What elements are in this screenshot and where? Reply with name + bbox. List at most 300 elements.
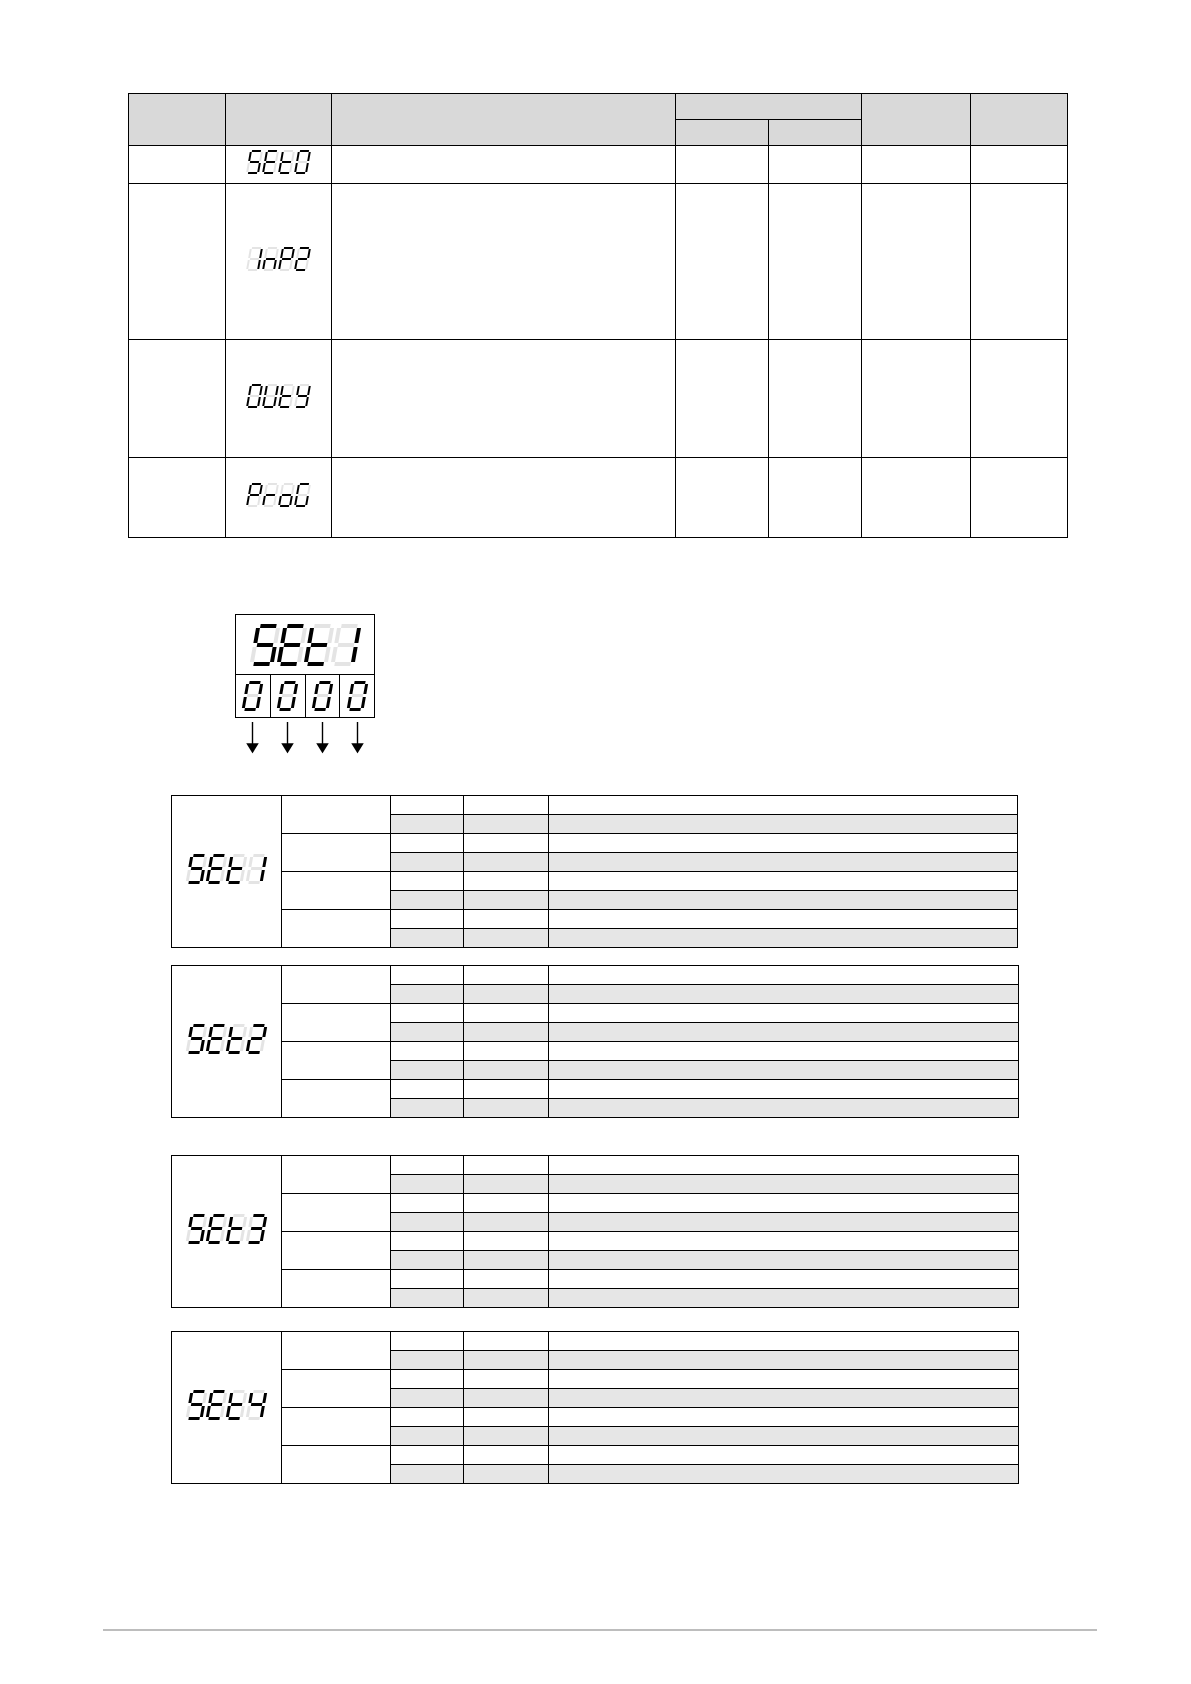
table-row (129, 458, 1068, 538)
segment-digit (249, 624, 280, 666)
segment-bar (298, 494, 307, 496)
segment-bar (257, 260, 261, 269)
segment-display-code (188, 1024, 265, 1054)
segment-bar (354, 628, 361, 643)
segment-bar (211, 867, 223, 870)
segment-bar (233, 1214, 245, 1217)
segment-bar (282, 494, 291, 496)
segment-bar (248, 406, 257, 408)
segment-bar (312, 697, 317, 708)
value-cell (391, 834, 464, 853)
value-cell (391, 1389, 464, 1408)
table-row (172, 872, 1018, 891)
segment-bar (228, 1241, 240, 1244)
segment-bar (319, 681, 331, 684)
value-cell (464, 796, 549, 815)
segment-bar (233, 854, 245, 857)
segment-bar (226, 1040, 231, 1051)
segment-bar (220, 1230, 225, 1241)
arrow-down-icon (283, 744, 293, 752)
segment-bar (273, 628, 280, 643)
value-cell (464, 1080, 549, 1099)
value-cell (391, 985, 464, 1004)
segment-bar (251, 1037, 263, 1040)
segment-bar (246, 1406, 251, 1417)
segment-bar (206, 870, 211, 881)
segment-bar (257, 397, 261, 406)
segment-bar (291, 697, 296, 708)
segment-bar (349, 684, 354, 694)
segment-bar (286, 624, 303, 628)
segment-bar (233, 1024, 245, 1027)
set-table (171, 965, 1019, 1118)
segment-bar (298, 161, 307, 163)
segment-bar (248, 881, 260, 884)
table-row (172, 834, 1018, 853)
value-cell (464, 1061, 549, 1080)
segment-bar (213, 1024, 225, 1027)
segment-bar (294, 163, 298, 172)
segment-bar (305, 496, 309, 505)
value-cell (391, 1446, 464, 1465)
digit-cell (236, 675, 271, 717)
segment-bar (188, 1417, 200, 1420)
value-cell (464, 1232, 549, 1251)
segment-bar (248, 1417, 260, 1420)
segment-bar (246, 1040, 251, 1051)
segment-bar (200, 1040, 205, 1051)
segment-digit (246, 483, 263, 507)
segment-digit (276, 624, 307, 666)
value-cell (549, 1389, 1019, 1408)
value-cell (549, 1289, 1019, 1308)
value-cell (464, 1389, 549, 1408)
segment-bar (220, 1406, 225, 1417)
group-cell (282, 1270, 391, 1308)
segment-bar (296, 505, 305, 507)
segment-bar (211, 1403, 223, 1406)
segment-bar (296, 152, 300, 161)
segment-digit (278, 247, 295, 271)
segment-digit (185, 1024, 207, 1054)
value-cell (549, 872, 1018, 891)
segment-bar (305, 397, 309, 406)
value-cell (549, 1023, 1019, 1042)
group-cell (282, 1332, 391, 1370)
group-cell (282, 1042, 391, 1080)
segment-digit (349, 681, 366, 711)
segment-bar (266, 494, 275, 496)
segment-bar (220, 870, 225, 881)
value-cell (391, 1232, 464, 1251)
segment-bar (250, 161, 259, 163)
segment-display-code (188, 1390, 265, 1420)
segment-bar (208, 1393, 213, 1403)
value-cell (464, 872, 549, 891)
segment-bar (363, 684, 368, 694)
segment-bar (260, 1230, 265, 1241)
segment-digit (225, 1390, 247, 1420)
segment-bar (208, 1241, 220, 1244)
value-cell (549, 1370, 1019, 1389)
segment-digit (294, 247, 311, 271)
segment-bar (324, 647, 331, 662)
value-cell (391, 1061, 464, 1080)
segment-bar (280, 386, 284, 395)
segment-bar (280, 485, 284, 494)
value-cell (549, 1351, 1019, 1370)
group-cell (282, 796, 391, 834)
segment-bar (294, 496, 298, 505)
segment-bar (231, 1403, 243, 1406)
segment-bar (222, 1217, 227, 1227)
segment-bar (253, 854, 265, 857)
segment-bar (251, 1227, 263, 1230)
segment-bar (347, 697, 352, 708)
segment-bar (361, 697, 366, 708)
segment-bar (340, 624, 357, 628)
segment-bar (307, 485, 311, 494)
value-cell (391, 853, 464, 872)
value-cell (549, 1270, 1019, 1289)
segment-digit (294, 483, 311, 507)
value-cell (464, 1370, 549, 1389)
segment-bar (191, 1403, 203, 1406)
segment-bar (280, 662, 297, 666)
segment-bar (193, 1024, 205, 1027)
segment-bar (226, 870, 231, 881)
segment-bar (220, 1040, 225, 1051)
value-cell (549, 1427, 1019, 1446)
header-cell (676, 94, 862, 120)
segment-bar (228, 1217, 233, 1227)
segment-bar (191, 1037, 203, 1040)
segment-bar (226, 1406, 231, 1417)
segment-digit (205, 1214, 227, 1244)
segment-digit (278, 483, 295, 507)
table-row (172, 1370, 1019, 1389)
value-cell (391, 1080, 464, 1099)
segment-bar (228, 1051, 240, 1054)
segment-bar (289, 496, 293, 505)
footer-divider (103, 1629, 1097, 1631)
segment-bar (247, 694, 259, 697)
segment-digit (244, 681, 261, 711)
segment-bar (250, 647, 257, 662)
table-row (172, 1408, 1019, 1427)
table-row (172, 796, 1018, 815)
segment-bar (273, 496, 277, 505)
segment-bar (248, 249, 252, 258)
set-code-cell (172, 1332, 282, 1484)
value-cell (391, 929, 464, 948)
value-cell (391, 1099, 464, 1118)
set-table (171, 1155, 1019, 1308)
value-cell (464, 1427, 549, 1446)
set-table (171, 1331, 1019, 1484)
value-cell (464, 1156, 549, 1175)
segment-bar (307, 628, 314, 643)
segment-bar (228, 881, 240, 884)
segment-bar (310, 643, 327, 647)
segment-bar (259, 624, 276, 628)
segment-bar (245, 684, 250, 694)
value-cell (391, 872, 464, 891)
value-cell (391, 1156, 464, 1175)
segment-bar (248, 152, 252, 161)
segment-bar (334, 628, 341, 643)
segment-bar (291, 386, 295, 395)
segment-bar (206, 1040, 211, 1051)
value-cell (549, 853, 1018, 872)
segment-bar (280, 505, 289, 507)
table-row (172, 1004, 1019, 1023)
segment-bar (226, 1230, 231, 1241)
segment-bar (273, 397, 277, 406)
segment-bar (262, 397, 266, 406)
segment-bar (314, 684, 319, 694)
segment-bar (277, 697, 282, 708)
segment-bar (264, 485, 268, 494)
value-cell (549, 796, 1018, 815)
segment-bar (354, 681, 366, 684)
segment-bar (270, 647, 277, 662)
segment-bar (186, 1230, 191, 1241)
segment-bar (200, 1230, 205, 1241)
segment-bar (250, 494, 259, 496)
segment-bar (246, 870, 251, 881)
segment-bar (351, 694, 363, 697)
value-cell (464, 1270, 549, 1289)
group-cell (282, 1194, 391, 1232)
segment-digit (242, 681, 264, 711)
segment-display-code (248, 150, 309, 174)
value-cell (464, 966, 549, 985)
group-cell (282, 1232, 391, 1270)
header-cell (676, 120, 769, 146)
segment-digit (225, 1024, 247, 1054)
header-cell (332, 94, 676, 146)
display-bottom-window (236, 675, 374, 717)
segment-bar (191, 1227, 203, 1230)
segment-bar (186, 1406, 191, 1417)
segment-bar (248, 857, 253, 867)
segment-bar (262, 496, 266, 505)
segment-bar (289, 163, 293, 172)
segment-bar (326, 697, 331, 708)
header-cell (971, 94, 1068, 146)
segment-bar (291, 485, 295, 494)
segment-bar (208, 1217, 213, 1227)
segment-bar (298, 395, 307, 397)
segment-bar (317, 694, 329, 697)
digit-cell (271, 675, 306, 717)
segment-bar (242, 697, 247, 708)
segment-digit (245, 1214, 267, 1244)
value-cell (549, 985, 1019, 1004)
segment-bar (262, 1393, 267, 1403)
segment-bar (280, 152, 284, 161)
segment-bar (256, 697, 261, 708)
group-cell (282, 966, 391, 1004)
group-cell (282, 1004, 391, 1042)
segment-bar (266, 161, 275, 163)
value-cell (391, 1289, 464, 1308)
segment-bar (280, 628, 287, 643)
segment-bar (222, 1393, 227, 1403)
segment-bar (188, 881, 200, 884)
segment-bar (202, 1217, 207, 1227)
segment-bar (188, 1027, 193, 1037)
value-cell (391, 1370, 464, 1389)
segment-bar (307, 152, 311, 161)
segment-bar (282, 161, 291, 163)
table-row (172, 1332, 1019, 1351)
segment-digit (294, 384, 311, 408)
segment-bar (250, 258, 259, 260)
segment-bar (289, 397, 293, 406)
segment-bar (193, 854, 205, 857)
value-cell (549, 929, 1018, 948)
segment-bar (246, 1230, 251, 1241)
value-cell (464, 853, 549, 872)
segment-digit (262, 483, 279, 507)
segment-bar (294, 260, 298, 269)
segment-bar (328, 684, 333, 694)
value-cell (464, 1213, 549, 1232)
group-cell (282, 834, 391, 872)
segment-bar (262, 1217, 267, 1227)
segment-bar (331, 647, 338, 662)
segment-bar (279, 684, 284, 694)
table-row (172, 1232, 1019, 1251)
segment-bar (213, 1214, 225, 1217)
set-table (171, 795, 1018, 948)
segment-bar (262, 1027, 267, 1037)
segment-bar (273, 260, 277, 269)
table-row (172, 1042, 1019, 1061)
value-cell (464, 1251, 549, 1270)
segment-bar (296, 249, 300, 258)
value-cell (391, 1194, 464, 1213)
segment-bar (280, 406, 289, 408)
header-cell (862, 94, 971, 146)
value-cell (549, 1465, 1019, 1484)
segment-bar (289, 260, 293, 269)
segment-digit (225, 1214, 247, 1244)
value-cell (464, 1351, 549, 1370)
segment-display-code (253, 624, 358, 666)
digit-cell (306, 675, 341, 717)
segment-digit (262, 150, 279, 174)
digit-arrows (235, 722, 375, 754)
segment-bar (186, 870, 191, 881)
value-cell (391, 1213, 464, 1232)
value-cell (464, 891, 549, 910)
segment-bar (282, 395, 291, 397)
value-cell (391, 815, 464, 834)
segment-bar (264, 406, 273, 408)
segment-bar (248, 386, 252, 395)
segment-bar (282, 258, 291, 260)
segment-digit (185, 1214, 207, 1244)
table-row (172, 1194, 1019, 1213)
table-row (172, 1156, 1019, 1175)
segment-digit (262, 384, 279, 408)
value-cell (391, 1175, 464, 1194)
segment-bar (275, 485, 279, 494)
segment-bar (264, 249, 268, 258)
segment-bar (280, 172, 289, 174)
segment-digit (303, 624, 334, 666)
segment-bar (208, 1051, 220, 1054)
value-cell (464, 815, 549, 834)
value-cell (464, 929, 549, 948)
segment-bar (337, 643, 354, 647)
segment-bar (188, 857, 193, 867)
header-row (129, 94, 1068, 120)
segment-bar (186, 1040, 191, 1051)
segment-bar (248, 172, 257, 174)
set-code-cell (172, 1156, 282, 1308)
segment-bar (307, 249, 311, 258)
segment-bar (305, 260, 309, 269)
segment-bar (278, 260, 282, 269)
value-cell (549, 1080, 1019, 1099)
value-cell (391, 1427, 464, 1446)
segment-bar (228, 1417, 240, 1420)
segment-bar (253, 1214, 265, 1217)
segment-digit (294, 150, 311, 174)
segment-bar (231, 867, 243, 870)
parameter-table (128, 93, 1068, 538)
value-cell (549, 1061, 1019, 1080)
segment-bar (278, 397, 282, 406)
segment-bar (262, 163, 266, 172)
segment-bar (240, 870, 245, 881)
value-cell (464, 1408, 549, 1427)
segment-bar (200, 870, 205, 881)
segment-bar (266, 258, 275, 260)
segment-bar (280, 269, 289, 271)
value-cell (549, 966, 1019, 985)
segment-digit (225, 854, 247, 884)
value-cell (464, 1004, 549, 1023)
segment-bar (264, 505, 273, 507)
table-row (129, 146, 1068, 184)
value-cell (549, 1332, 1019, 1351)
segment-digit (262, 247, 279, 271)
segment-bar (304, 647, 311, 662)
segment-digit (205, 854, 227, 884)
segment-bar (296, 406, 305, 408)
value-cell (464, 1194, 549, 1213)
segment-bar (259, 684, 264, 694)
segment-bar (262, 857, 267, 867)
segment-digit (185, 854, 207, 884)
value-cell (549, 910, 1018, 929)
segment-digit (185, 1390, 207, 1420)
segment-bar (307, 662, 324, 666)
segment-display-code (188, 854, 265, 884)
segment-bar (231, 1037, 243, 1040)
segment-bar (188, 1241, 200, 1244)
segment-bar (253, 628, 260, 643)
segment-bar (240, 1406, 245, 1417)
segment-bar (188, 1393, 193, 1403)
segment-display-code (248, 384, 309, 408)
segment-bar (266, 395, 275, 397)
